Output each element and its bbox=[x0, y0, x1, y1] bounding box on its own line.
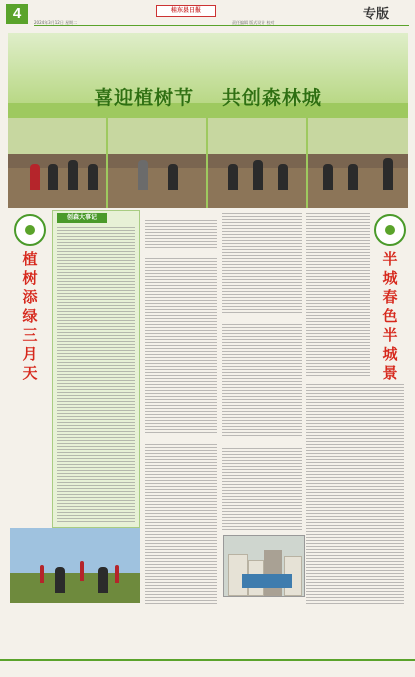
article-text bbox=[222, 213, 302, 313]
building bbox=[264, 550, 282, 596]
planter-figure bbox=[323, 164, 333, 190]
planter-figure bbox=[98, 567, 108, 593]
banner-photo-2 bbox=[108, 118, 206, 208]
page-number: 4 bbox=[6, 4, 28, 24]
article-text bbox=[306, 213, 370, 378]
planter-figure bbox=[168, 164, 178, 190]
red-flag bbox=[40, 565, 44, 583]
article-text bbox=[222, 448, 302, 532]
planter-figure bbox=[48, 164, 58, 190]
photo-ground bbox=[108, 168, 206, 209]
section-title: 专版 bbox=[362, 7, 389, 22]
planter-figure bbox=[138, 160, 148, 190]
article-text bbox=[145, 258, 217, 433]
photo-trees bbox=[108, 118, 206, 154]
planter-figure bbox=[88, 164, 98, 190]
planter-figure bbox=[383, 158, 393, 190]
banner-photo-3 bbox=[208, 118, 306, 208]
photo-trees bbox=[8, 118, 106, 154]
headline-right: 共创森林城 bbox=[221, 87, 322, 109]
article-text bbox=[222, 324, 302, 436]
photo-trees bbox=[308, 118, 408, 154]
left-vertical-title: 植树添绿三月天 bbox=[22, 250, 38, 382]
article-text bbox=[306, 384, 404, 604]
photo-field bbox=[10, 573, 140, 603]
page-footer bbox=[0, 659, 415, 677]
banner-photo-4 bbox=[308, 118, 408, 208]
header-rule bbox=[34, 25, 409, 26]
chronicle-text bbox=[57, 227, 135, 523]
page-header bbox=[0, 0, 415, 30]
photo-caption-box bbox=[242, 574, 292, 588]
photo-flag-planting bbox=[10, 528, 140, 603]
forest-city-emblem bbox=[374, 214, 406, 246]
planter-figure bbox=[348, 164, 358, 190]
planter-figure bbox=[253, 160, 263, 190]
planter-figure bbox=[55, 567, 65, 593]
chronicle-box bbox=[52, 210, 140, 528]
dateline: 2024年3月12日 星期二 bbox=[34, 20, 78, 25]
chronicle-heading: 创森大事记 bbox=[57, 213, 107, 223]
forest-city-emblem bbox=[14, 214, 46, 246]
red-flag bbox=[80, 561, 84, 581]
editor-meta: 责任编辑 版式设计 校对 bbox=[232, 20, 275, 25]
banner-headline bbox=[8, 83, 408, 110]
red-flag bbox=[115, 565, 119, 583]
planter-figure bbox=[228, 164, 238, 190]
planter-figure bbox=[68, 160, 78, 190]
masthead-logo: 桂东县日报 bbox=[156, 5, 216, 17]
right-vertical-title: 半城春色半城景 bbox=[382, 250, 398, 382]
planter-figure bbox=[30, 164, 40, 190]
photo-trees bbox=[208, 118, 306, 154]
article-text bbox=[145, 444, 217, 604]
article-text bbox=[145, 220, 217, 248]
banner-photo-1 bbox=[8, 118, 106, 208]
headline-left: 喜迎植树节 bbox=[94, 87, 195, 109]
banner bbox=[8, 33, 408, 208]
planter-figure bbox=[278, 164, 288, 190]
